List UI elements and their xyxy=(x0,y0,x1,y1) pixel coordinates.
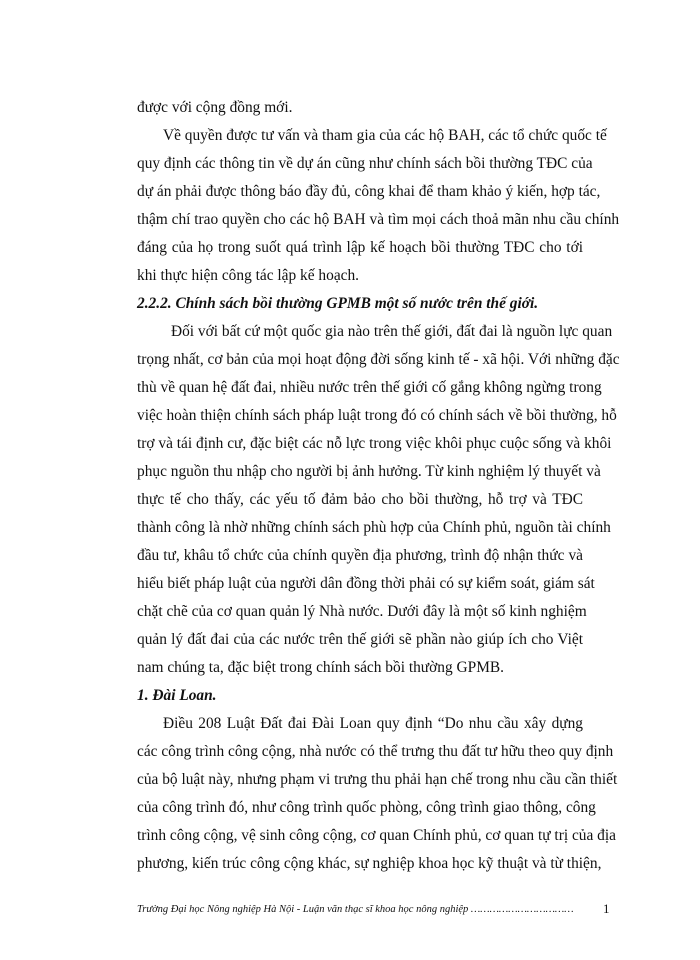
text-line: việc hoàn thiện chính sách pháp luật trong đó có chính sách về bồi thường, hỗ xyxy=(137,407,617,424)
text-line: của bộ luật này, nhưng phạm vi trưng thu phải hạn chế trong nhu cầu cần thiết xyxy=(137,771,618,788)
text-line: Điều 208 Luật Đất đai Đài Loan quy định “Do nhu cầu xây dựng xyxy=(163,715,583,732)
text-line: quản lý đất đai của các nước trên thế giới sẽ phần nào giúp ích cho Việt xyxy=(137,631,583,648)
text-line: được với cộng đồng mới. xyxy=(137,99,293,116)
page-footer: Trường Đại học Nông nghiệp Hà Nội - Luận văn thạc sĩ khoa học nông nghiệp …………………………… xyxy=(137,904,574,915)
text-line: hiểu biết pháp luật của người dân đồng thời phải có sự kiểm soát, giám sát xyxy=(137,575,595,592)
text-line: đáng của họ trong suốt quá trình lập kế hoạch bồi thường TĐC cho tới xyxy=(137,239,583,256)
text-line: của công trình đó, như công trình quốc phòng, công trình giao thông, công xyxy=(137,799,596,816)
text-line: phục nguồn thu nhập cho người bị ảnh hưởng. Từ kinh nghiệm lý thuyết và xyxy=(137,463,601,480)
text-line: thậm chí trao quyền cho các hộ BAH và tìm mọi cách thoả mãn nhu cầu chính xyxy=(137,211,620,228)
section-heading: 2.2.2. Chính sách bồi thường GPMB một số nước trên thế giới. xyxy=(137,295,539,312)
text-line: nam chúng ta, đặc biệt trong chính sách bồi thường GPMB. xyxy=(137,659,504,676)
text-line: đầu tư, khâu tổ chức của chính quyền địa phương, trình độ nhận thức và xyxy=(137,547,583,564)
section-heading: 1. Đài Loan. xyxy=(137,687,217,704)
text-line: trợ và tái định cư, đặc biệt các nỗ lực trong việc khôi phục cuộc sống và khôi xyxy=(137,435,612,452)
page-number: 1 xyxy=(603,901,610,916)
text-line: Đối với bất cứ một quốc gia nào trên thế giới, đất đai là nguồn lực quan xyxy=(171,323,613,340)
text-line: Về quyền được tư vấn và tham gia của các hộ BAH, các tổ chức quốc tế xyxy=(163,127,607,144)
text-line: khi thực hiện công tác lập kế hoạch. xyxy=(137,267,360,284)
text-line: phương, kiến trúc công cộng khác, sự nghiệp khoa học kỹ thuật và từ thiện, xyxy=(137,855,602,872)
text-line: trình công cộng, vệ sinh công cộng, cơ quan Chính phủ, cơ quan tự trị của địa xyxy=(137,827,616,844)
text-line: dự án phải được thông báo đầy đủ, công khai để tham khảo ý kiến, hợp tác, xyxy=(137,183,601,200)
text-line: thành công là nhờ những chính sách phù hợp của Chính phủ, nguồn tài chính xyxy=(137,519,611,536)
text-line: các công trình công cộng, nhà nước có thể trưng thu đất tư hữu theo quy định xyxy=(137,743,614,760)
text-line: chặt chẽ của cơ quan quản lý Nhà nước. Dưới đây là một số kinh nghiệm xyxy=(137,603,587,620)
text-line: thực tế cho thấy, các yếu tố đảm bảo cho bồi thường, hỗ trợ và TĐC xyxy=(137,491,583,508)
text-line: trọng nhất, cơ bản của mọi hoạt động đời sống kinh tế - xã hội. Với những đặc xyxy=(137,351,620,368)
text-line: thù về quan hệ đất đai, nhiều nước trên thế giới cố gắng không ngừng trong xyxy=(137,379,602,396)
text-line: quy định các thông tin về dự án cũng như chính sách bồi thường TĐC của xyxy=(137,155,593,172)
